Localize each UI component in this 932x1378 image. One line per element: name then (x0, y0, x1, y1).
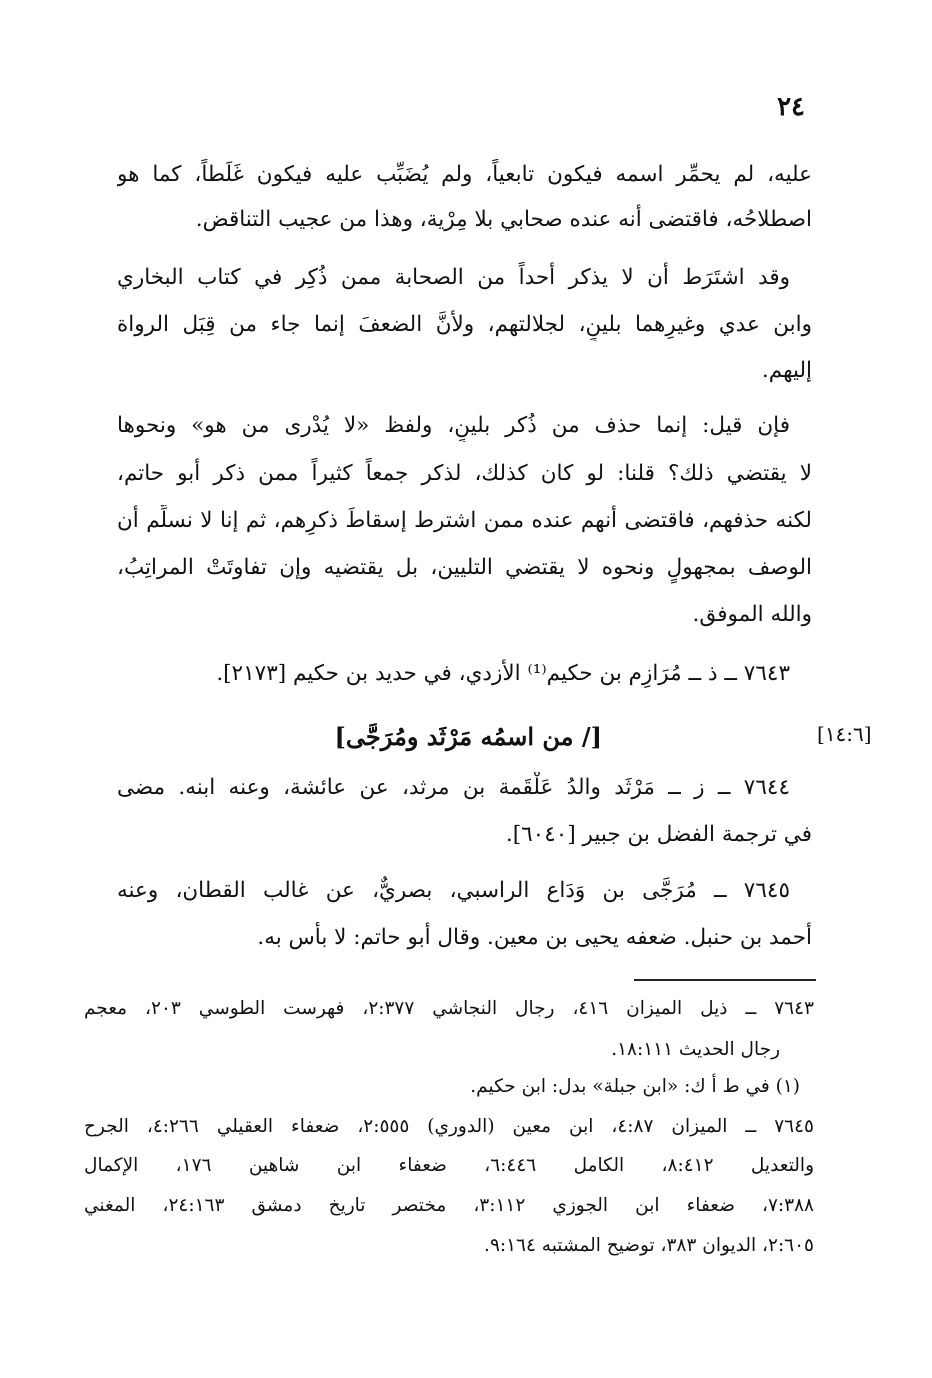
text-line: أحمد بن حنبل. ضعفه يحيى بن معين. وقال أبو حاتم: لا بأس به. (257, 925, 812, 950)
text-line: لكنه حذفهم، فاقتضى أنهم عنده ممن اشترط إسقاطَ ذكرِهم، ثم إنا لا نسلِّم أن (117, 508, 812, 533)
footnote-line: ٧٦٤٥ ــ الميزان ٤:٨٧، ابن معين (الدوري) ٢:٥٥٥، ضعفاء العقيلي ٤:٢٦٦، الجرح (84, 1116, 814, 1137)
side-reference: [١٤:٦] (817, 722, 872, 746)
text-line: اصطلاحُه، فاقتضى أنه عنده صحابي بلا مِرْية، وهذا من عجيب التناقض. (195, 207, 812, 232)
footnote-line: رجال الحديث ١٨:١١١. (611, 1039, 780, 1060)
text-line: في ترجمة الفضل بن جبير [٦٠٤٠]. (505, 822, 812, 847)
footnote-divider (634, 979, 816, 981)
text-line: وابن عدي وغيرِهما بلينٍ، لجلالتهم، ولأنَّ الضعفَ إنما جاء من قِبَل الرواة (117, 312, 812, 337)
footnote-line: (١) في ط أ ك: «ابن جبلة» بدل: ابن حكيم. (470, 1076, 800, 1097)
text-line: فإن قيل: إنما حذف من ذُكر بلينٍ، ولفظ «لا يُدْرى من هو» ونحوها (117, 413, 790, 438)
footnote-line: ٧٦٤٣ ــ ذيل الميزان ٤١٦، رجال النجاشي ٢:٣٧٧، فهرست الطوسي ٢٠٣، معجم (84, 998, 814, 1019)
page-number: ٢٤ (777, 92, 805, 122)
text-line: والله الموفق. (692, 602, 812, 627)
footnote-line: ٢:٦٠٥، الديوان ٣٨٣، توضيح المشتبه ٩:١٦٤. (484, 1235, 814, 1256)
text-line: الوصف بمجهولٍ ونحوه لا يقتضي التليين، بل يقتضيه وإن تفاوتَتْ المراتِبُ، (117, 555, 812, 580)
footnote-line: ٧:٣٨٨، ضعفاء ابن الجوزي ٣:١١٢، مختصر تاريخ دمشق ٢٤:١٦٣، المغني (84, 1195, 814, 1216)
text-line: إليهم. (761, 358, 812, 383)
text-line: لا يقتضي ذلك؟ قلنا: لو كان كذلك، لذكر جمعاً كثيراً ممن ذكر أبو حاتم، (117, 461, 812, 486)
entry-7644: ٧٦٤٤ ــ ز ــ مَرْثَد والدُ عَلْقَمة بن مرثد، عن عائشة، وعنه ابنه. مضى (117, 775, 790, 800)
entry-7645: ٧٦٤٥ ــ مُرَجَّى بن وَدَاع الراسبي، بصريٌّ، عن غالب القطان، وعنه (117, 878, 790, 903)
footnote-line: والتعديل ٨:٤١٢، الكامل ٦:٤٤٦، ضعفاء ابن شاهين ١٧٦، الإكمال (84, 1155, 814, 1176)
text-line: عليه، لم يحمِّر اسمه فيكون تابعياً، ولم يُضَبِّب عليه فيكون غَلَطاً، كما هو (117, 162, 812, 187)
section-heading: [/ من اسمُه مَرْثَد ومُرَجَّى] (334, 722, 602, 751)
text-line: وقد اشتَرَط أن لا يذكر أحداً من الصحابة ممن ذُكِر في كتاب البخاري (117, 265, 790, 290)
entry-7643: ٧٦٤٣ ــ ذ ــ مُرَازِم بن حكيم⁽¹⁾ الأزدي، في حديد بن حكيم [٢١٧٣]. (216, 661, 790, 686)
